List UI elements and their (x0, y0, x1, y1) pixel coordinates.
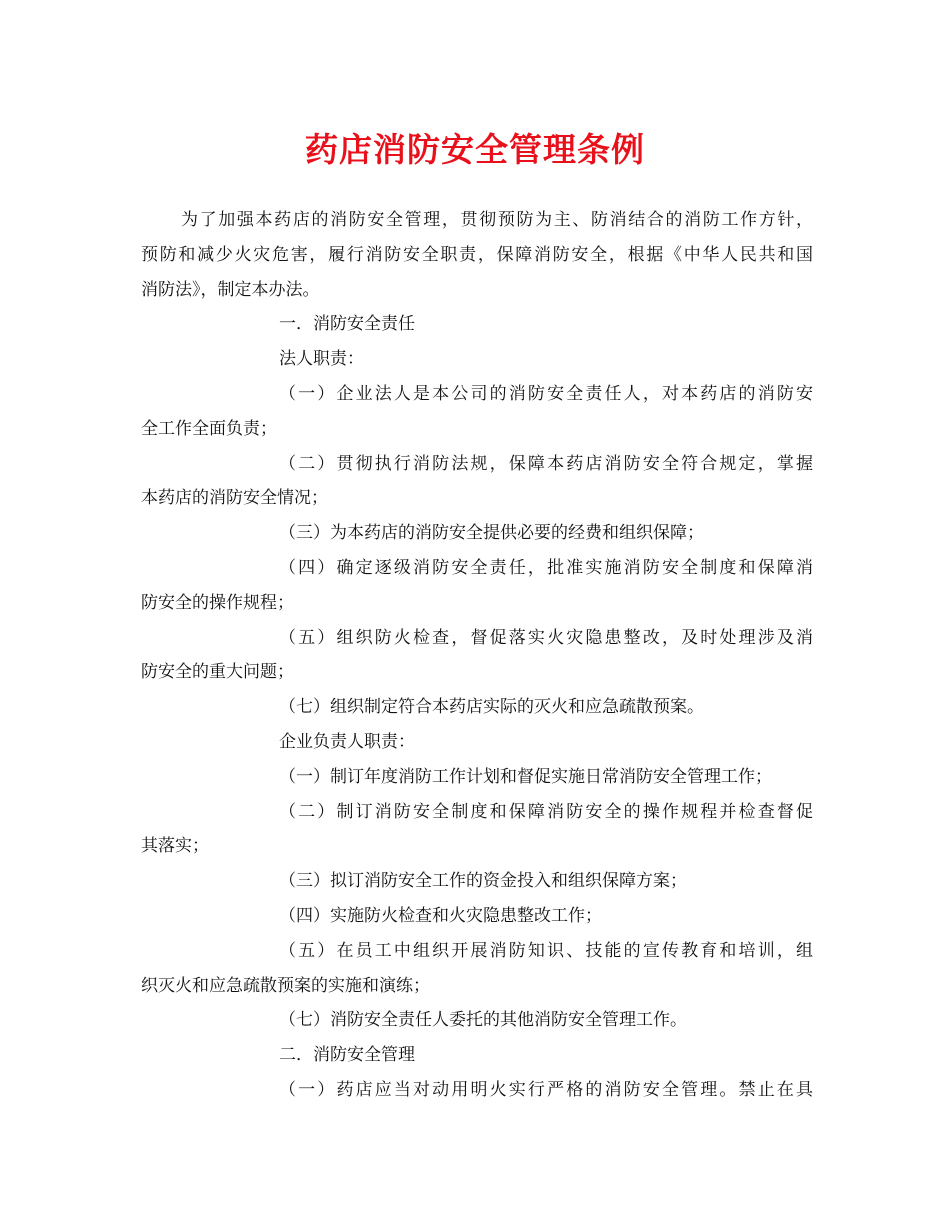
paragraph-line: 防安全的重大问题； (141, 662, 294, 683)
document-title: 药店消防安全管理条例 (305, 130, 645, 169)
paragraph-line: （三）为本药店的消防安全提供必要的经费和组织保障； (279, 523, 704, 544)
paragraph-line: （一）企业法人是本公司的消防安全责任人，对本药店的消防安 (279, 383, 813, 404)
paragraph-line: 全工作全面负责； (141, 418, 277, 439)
paragraph-line: 消防法》，制定本办法。 (141, 279, 320, 300)
paragraph-line: （二）贯彻执行消防法规，保障本药店消防安全符合规定，掌握 (279, 453, 813, 474)
paragraph-line: 预防和减少火灾危害，履行消防安全职责，保障消防安全，根据《中华人民共和国 (141, 244, 813, 265)
paragraph-line: （一）药店应当对动用明火实行严格的消防安全管理。禁止在具 (279, 1079, 813, 1100)
paragraph-line: 本药店的消防安全情况； (141, 488, 328, 509)
paragraph-line: （四）实施防火检查和火灾隐患整改工作； (279, 905, 602, 926)
paragraph-line: （五）组织防火检查，督促落实火灾隐患整改，及时处理涉及消 (279, 627, 813, 648)
paragraph-line: 其落实； (141, 836, 209, 857)
paragraph-line: （五）在员工中组织开展消防知识、技能的宣传教育和培训，组 (279, 940, 813, 961)
paragraph-line: （四）确定逐级消防安全责任，批准实施消防安全制度和保障消 (279, 557, 813, 578)
paragraph-line: 一．消防安全责任 (279, 314, 415, 335)
paragraph-line: （三）拟订消防安全工作的资金投入和组织保障方案； (279, 871, 687, 892)
paragraph-line: 织灭火和应急疏散预案的实施和演练； (141, 975, 430, 996)
paragraph-line: 二．消防安全管理 (279, 1045, 415, 1066)
document-body (141, 203, 813, 1108)
paragraph-line: 防安全的操作规程； (141, 592, 294, 613)
paragraph-line: 为了加强本药店的消防安全管理，贯彻预防为主、防消结合的消防工作方针， (181, 210, 813, 230)
paragraph-line: （七）消防安全责任人委托的其他消防安全管理工作。 (279, 1010, 687, 1031)
paragraph-line: （一）制订年度消防工作计划和督促实施日常消防安全管理工作； (279, 766, 772, 787)
paragraph-line: （七）组织制定符合本药店实际的灭火和应急疏散预案。 (279, 697, 704, 718)
paragraph-line: 法人职责： (279, 349, 364, 370)
paragraph-line: （二）制订消防安全制度和保障消防安全的操作规程并检查督促 (279, 801, 813, 822)
paragraph-line: 企业负责人职责： (279, 731, 415, 752)
